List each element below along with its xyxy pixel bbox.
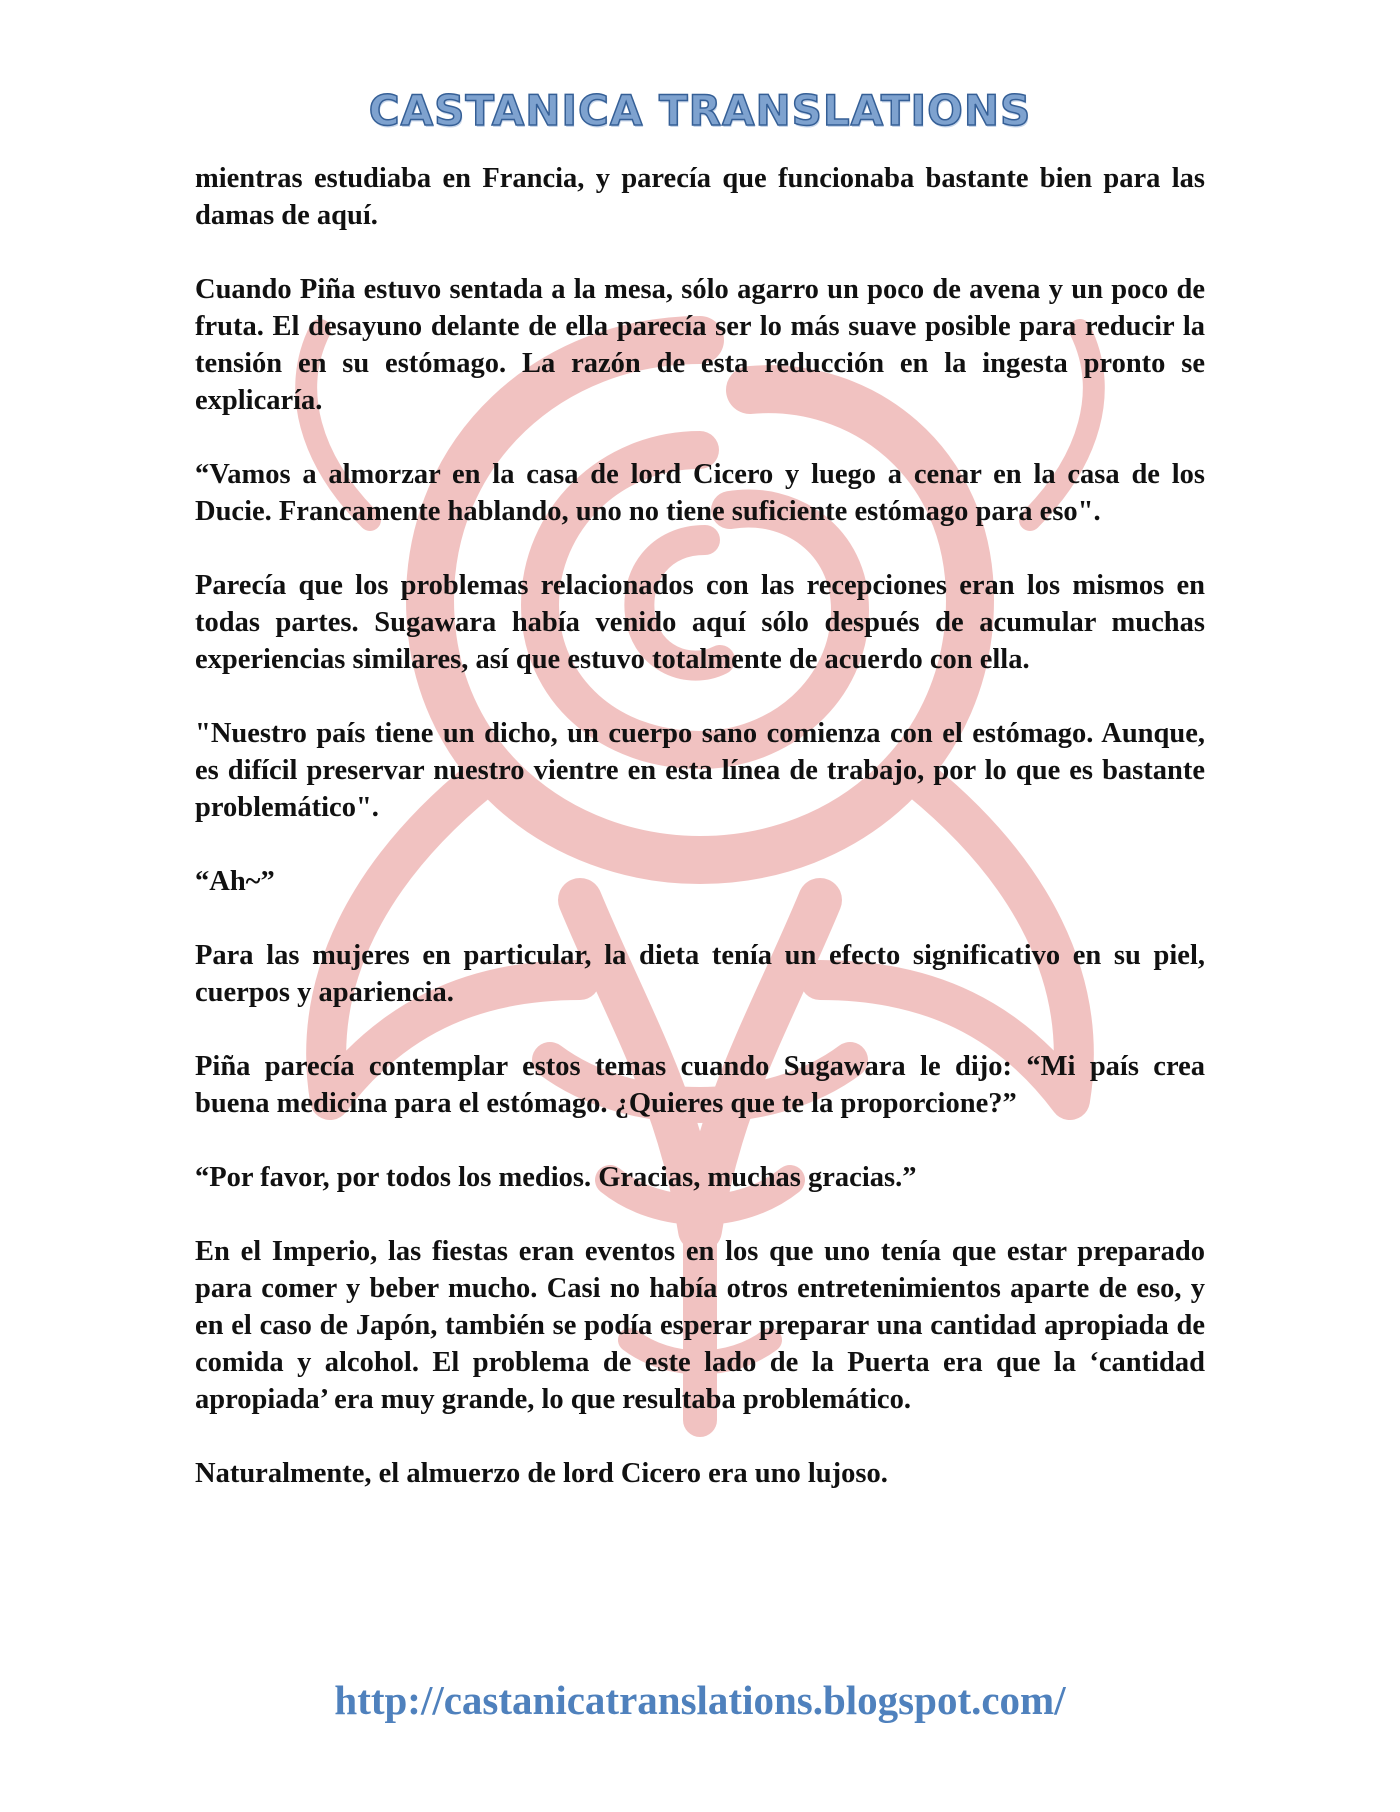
paragraph: Cuando Piña estuvo sentada a la mesa, sólo agarro un poco de avena y un poco de fruta. El desayuno delante de ella parecía ser lo más suave posible para reducir la tensión en su estómago. La razón de esta reducción en la ingesta pronto se explicaría. <box>195 274 1205 416</box>
site-title: CASTANICA TRANSLATIONS <box>368 86 1032 135</box>
chapter-text <box>195 160 1205 1529</box>
paragraph: Para las mujeres en particular, la dieta tenía un efecto significativo en su piel, cuerpos y apariencia. <box>195 940 1205 1008</box>
paragraph: “Ah~” <box>195 866 275 897</box>
blog-url-link[interactable]: http://castanicatranslations.blogspot.com/ <box>334 1677 1066 1723</box>
paragraph: Parecía que los problemas relacionados con las recepciones eran los mismos en todas partes. Sugawara había venido aquí sólo después de acumular muchas experiencias similares, así que estuvo totalmente de acuerdo con ella. <box>195 570 1205 675</box>
paragraph: Naturalmente, el almuerzo de lord Cicero era uno lujoso. <box>195 1458 888 1489</box>
page-header <box>0 86 1400 135</box>
paragraph: “Por favor, por todos los medios. Gracias, muchas gracias.” <box>195 1162 917 1193</box>
paragraph: En el Imperio, las fiestas eran eventos en los que uno tenía que estar preparado para comer y beber mucho. Casi no había otros entretenimientos aparte de eso, y en el caso de Japón, también se podía esperar preparar una cantidad apropiada de comida y alcohol. El problema de este lado de la Puerta era que la ‘cantidad apropiada’ era muy grande, lo que resultaba problemático. <box>195 1236 1205 1415</box>
paragraph: Piña parecía contemplar estos temas cuando Sugawara le dijo: “Mi país crea buena medicina para el estómago. ¿Quieres que te la proporcione?” <box>195 1051 1205 1119</box>
paragraph: “Vamos a almorzar en la casa de lord Cicero y luego a cenar en la casa de los Ducie. Francamente hablando, uno no tiene suficiente estómago para eso". <box>195 459 1205 527</box>
page-footer <box>0 1676 1400 1724</box>
paragraph: "Nuestro país tiene un dicho, un cuerpo sano comienza con el estómago. Aunque, es difícil preservar nuestro vientre en esta línea de trabajo, por lo que es bastante problemático". <box>195 718 1205 823</box>
paragraph: mientras estudiaba en Francia, y parecía que funcionaba bastante bien para las damas de aquí. <box>195 163 1205 231</box>
